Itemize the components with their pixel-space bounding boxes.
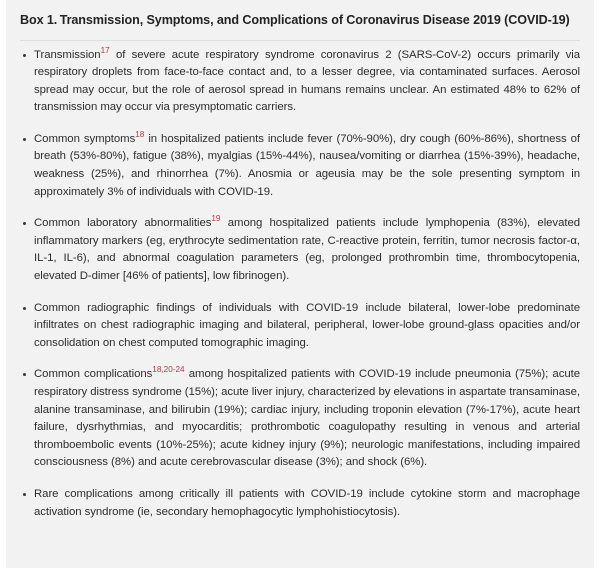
bullet-lead: Transmission — [34, 48, 101, 61]
box-title-text: Transmission, Symptoms, and Complications of Coronavirus Disease 2019 (COVID-19) — [59, 13, 570, 27]
bullet-text: in hospitalized patients include fever (70%-90%), dry cough (60%-86%), shortness of breath (53%-80%), fatigue (38%), myalgias (15%-44%), nausea/vomiting or diarrhea (15%-39%), headache, weakness (25%), and rhinorrhea (7%). Anosmia or ageusia may be the sole presenting symptom in approximately 3% of individuals with COVID-19. — [34, 132, 581, 198]
bullet-lead: Common laboratory abnormalities — [34, 217, 212, 230]
info-box — [6, 0, 594, 568]
bullet-text: of severe acute respiratory syndrome coronavirus 2 (SARS-CoV-2) occurs primarily via respiratory droplets from face-to-face contact and, to a lesser degree, via contaminated surfaces. Aerosol spread may occur, but the role of aerosol spread in humans remains unclear. An estimated 48% to 62% of transmission may occur via presymptomatic carriers. — [34, 48, 580, 114]
list-item — [20, 131, 580, 201]
list-item — [20, 300, 580, 353]
bullet-text: among hospitalized patients with COVID-19 include pneumonia (75%); acute respiratory distress syndrome (15%); acute liver injury, characterized by elevations in aspartate transaminase, alanine transaminase, and bilirubin (19%); cardiac injury, including troponin elevation (7%-17%), acute heart failure, dysrhythmias, and myocarditis; prothrombotic coagulopathy resulting in venous and arterial thromboembolic events (10%-25%); acute kidney injury (9%); neurologic manifestations, including impaired consciousness (8%) and acute cerebrovascular disease (3%); and shock (6%). — [34, 368, 580, 469]
reference-superscript[interactable]: 18 — [135, 130, 145, 140]
box-header — [6, 0, 594, 30]
list-item — [20, 215, 580, 285]
reference-superscript[interactable]: 17 — [100, 45, 110, 55]
bullet-text: among hospitalized patients include lymphopenia (83%), elevated inflammatory markers (eg, erythrocyte sedimentation rate, C-reactive protein, ferritin, tumor necrosis factor-α, IL-1, IL-6), and abnormal coagulation parameters (eg, prolonged prothrombin time, thrombocytopenia, elevated D-dimer [46% of patients], low fibrinogen). — [34, 217, 580, 283]
box-title — [20, 11, 580, 30]
bullet-lead: Rare complications among critically ill patients with COVID-19 include cytokine storm and macrophage activation syndrome (ie, secondary hemophagocytic lymphohistiocytosis). — [34, 487, 580, 518]
list-item — [20, 47, 580, 117]
reference-superscript[interactable]: 18,20-24 — [152, 365, 185, 375]
list-item — [20, 366, 580, 472]
bullet-lead: Common symptoms — [34, 132, 136, 145]
bullet-lead: Common complications — [34, 368, 153, 381]
box-body — [6, 41, 594, 522]
list-item — [20, 486, 580, 521]
reference-superscript[interactable]: 19 — [211, 214, 221, 224]
bullet-lead: Common radiographic findings of individuals with COVID-19 include bilateral, lower-lobe predominate infiltrates on chest radiographic imaging and bilateral, peripheral, lower-lobe ground-glass opacities and/or consolidation on chest computed tomographic imaging. — [34, 301, 580, 349]
bullet-list — [20, 47, 580, 522]
box-label: Box 1. — [20, 13, 58, 27]
